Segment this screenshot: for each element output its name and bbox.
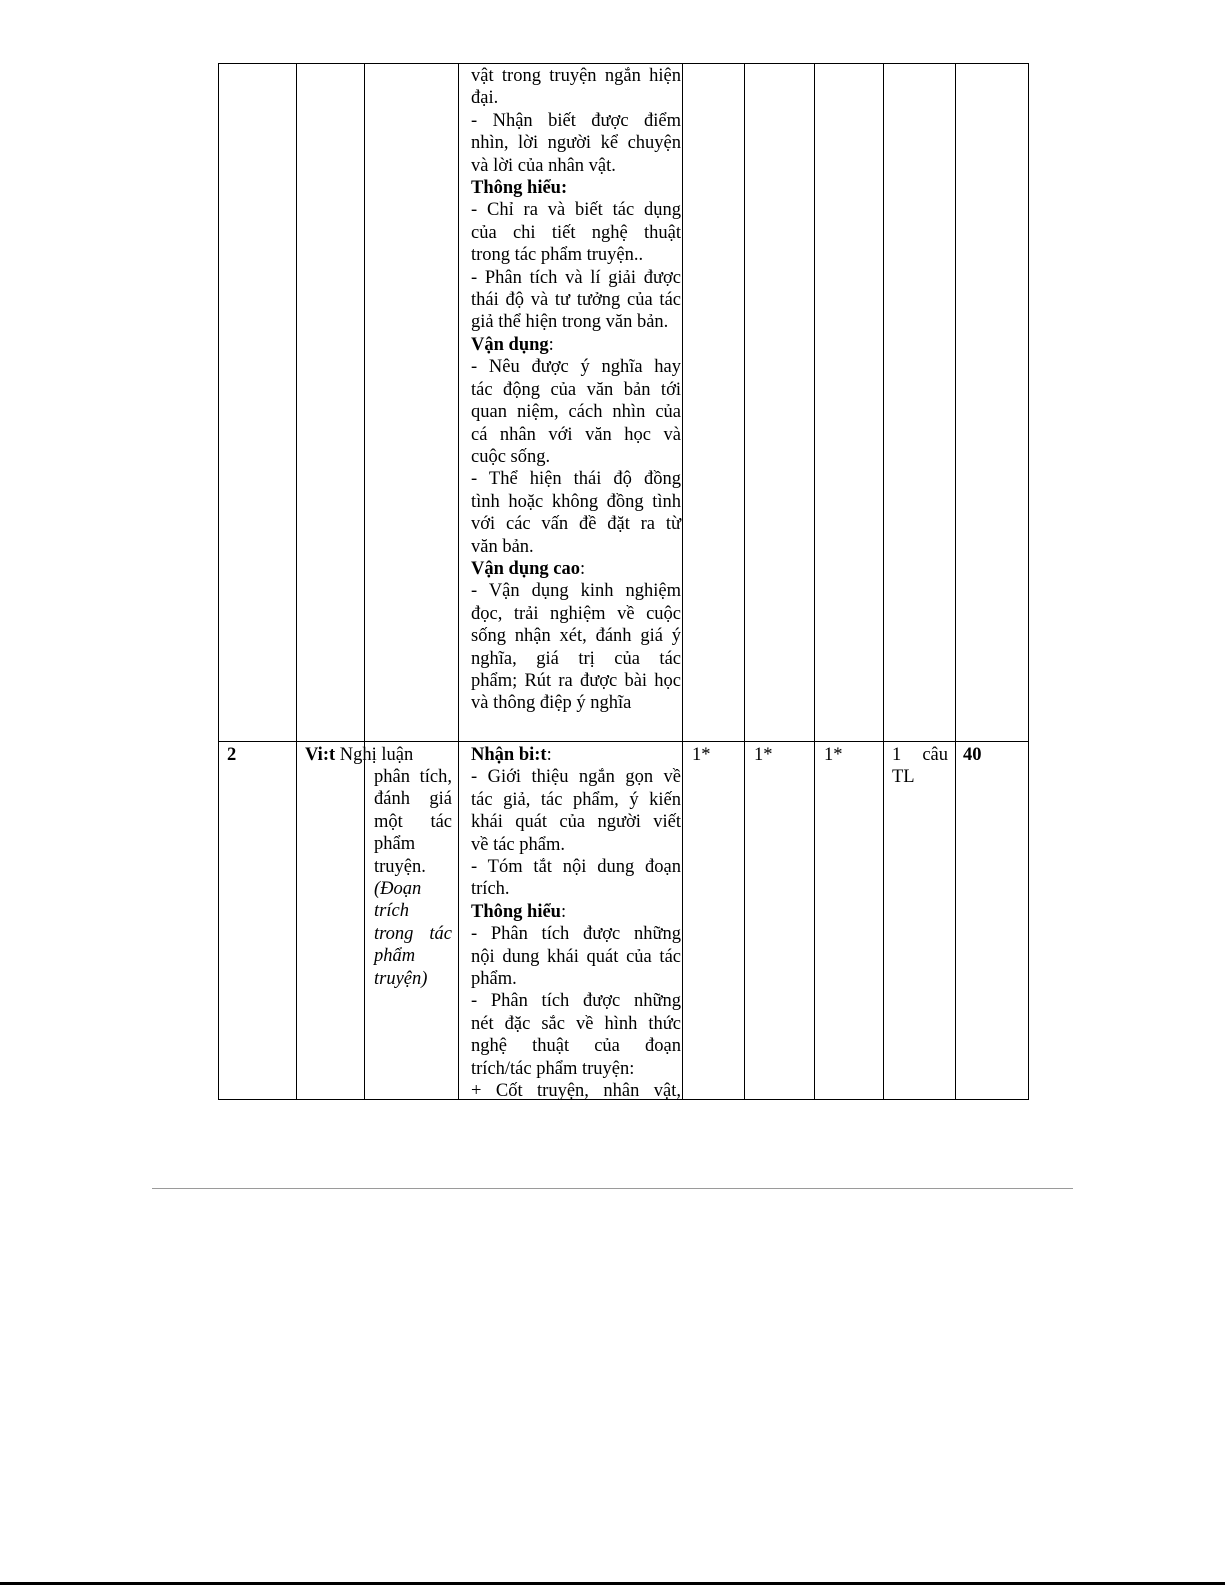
description-line: nghệ thuật của đoạn (471, 1036, 681, 1057)
description-line: trong tác phẩm truyện.. (471, 245, 644, 266)
content-line: phẩm (374, 834, 416, 855)
description-line: - Nêu được ý nghĩa hay (471, 357, 681, 378)
row1-description (471, 65, 681, 715)
description-line: - Giới thiệu ngắn gọn về (471, 767, 681, 788)
description-line: - Phân tích được những (471, 924, 681, 945)
description-line: giả thể hiện trong văn bản. (471, 312, 669, 333)
content-line: phân tích, (374, 767, 452, 787)
description-line: đại. (471, 88, 499, 109)
row2-skill (305, 744, 413, 766)
description-line: phẩm. (471, 969, 517, 990)
description-line: trích. (471, 879, 510, 900)
description-line: Vận dụng: (471, 334, 554, 355)
description-line: - Phân tích được những (471, 991, 681, 1012)
description-line: nội dung khái quát của tác (471, 946, 681, 967)
description-line: và lời của nhân vật. (471, 155, 616, 176)
description-line: văn bản. (471, 536, 534, 557)
description-line: - Thể hiện thái độ đồng (471, 469, 681, 490)
description-line: đọc, trải nghiệm về cuộc (471, 603, 681, 624)
content-line: (Đoạn (374, 879, 422, 900)
content-line: phẩm (374, 946, 416, 967)
description-line: nghĩa, giá trị của tác (471, 648, 681, 669)
description-line: - Phân tích và lí giải được (471, 267, 681, 288)
row2-skill-bold: Vi:t (305, 745, 336, 765)
description-line: tác động của văn bản tới (471, 379, 681, 400)
row2-thong-hieu-count: 1* (754, 745, 773, 765)
description-line: Thông hiểu: (471, 901, 567, 922)
column-divider (364, 64, 365, 1099)
content-line: truyện) (374, 968, 428, 989)
row2-vdc-line2: TL (892, 767, 915, 788)
description-line: quan niệm, cách nhìn của (471, 402, 681, 423)
description-line: cá nhân với văn học và (471, 424, 681, 445)
description-line: và thông điệp ý nghĩa (471, 693, 632, 714)
content-line: trích (374, 901, 409, 922)
column-divider (955, 64, 956, 1099)
description-line: Thông hiểu: (471, 178, 568, 199)
row2-van-dung-cao-count (892, 744, 948, 789)
row2-nhan-biet-count: 1* (692, 745, 711, 765)
description-line: sống nhận xét, đánh giá ý (471, 626, 681, 647)
footer-divider (152, 1188, 1073, 1189)
row-divider (219, 741, 1028, 742)
column-divider (458, 64, 459, 1099)
column-divider (883, 64, 884, 1099)
content-line: trong tác (374, 923, 452, 944)
row2-vdc-num: 1 (892, 745, 902, 765)
row2-vdc-unit: câu (922, 745, 948, 765)
column-divider (296, 64, 297, 1099)
row2-content-unit (374, 766, 452, 990)
row2-van-dung-count: 1* (824, 745, 843, 765)
row2-skill-rest: Nghị luận (335, 745, 414, 765)
description-line: - Nhận biết được điểm (471, 110, 681, 131)
description-line: Nhận bi:t: (471, 745, 552, 765)
description-line: tình hoặc không đồng tình (471, 491, 681, 512)
description-line: - Tóm tắt nội dung đoạn (471, 857, 681, 878)
description-line: về tác phẩm. (471, 834, 565, 855)
description-line: + Cốt truyện, nhân vật, (471, 1081, 681, 1102)
column-divider (814, 64, 815, 1099)
description-line: trích/tác phẩm truyện: (471, 1058, 635, 1079)
description-line: nét đặc sắc về hình thức (471, 1013, 681, 1034)
description-line: tác giả, tác phẩm, ý kiến (471, 789, 681, 810)
description-line: Vận dụng cao: (471, 558, 586, 579)
row2-number: 2 (227, 745, 237, 765)
content-line: truyện. (374, 856, 426, 877)
description-line: với các vấn đề đặt ra từ (471, 514, 681, 535)
row2-vdc-line1 (892, 744, 948, 766)
description-line: cuộc sống. (471, 446, 551, 467)
description-line: khái quát của người viết (471, 812, 681, 833)
content-line: một tác (374, 811, 452, 832)
description-line: phẩm; Rút ra được bài học (471, 670, 681, 691)
matrix-table (218, 63, 1029, 1100)
description-line: thái độ và tư tưởng của tác (471, 290, 681, 311)
column-divider (744, 64, 745, 1099)
description-line: nhìn, lời người kể chuyện (471, 133, 681, 154)
description-line: vật trong truyện ngắn hiện (471, 66, 681, 86)
description-line: của chi tiết nghệ thuật (471, 222, 681, 243)
column-divider (682, 64, 683, 1099)
description-line: - Vận dụng kinh nghiệm (471, 581, 681, 602)
row2-description (471, 744, 681, 1103)
content-line: đánh giá (374, 789, 452, 810)
row2-score: 40 (963, 745, 982, 765)
description-line: - Chỉ ra và biết tác dụng (471, 200, 681, 221)
